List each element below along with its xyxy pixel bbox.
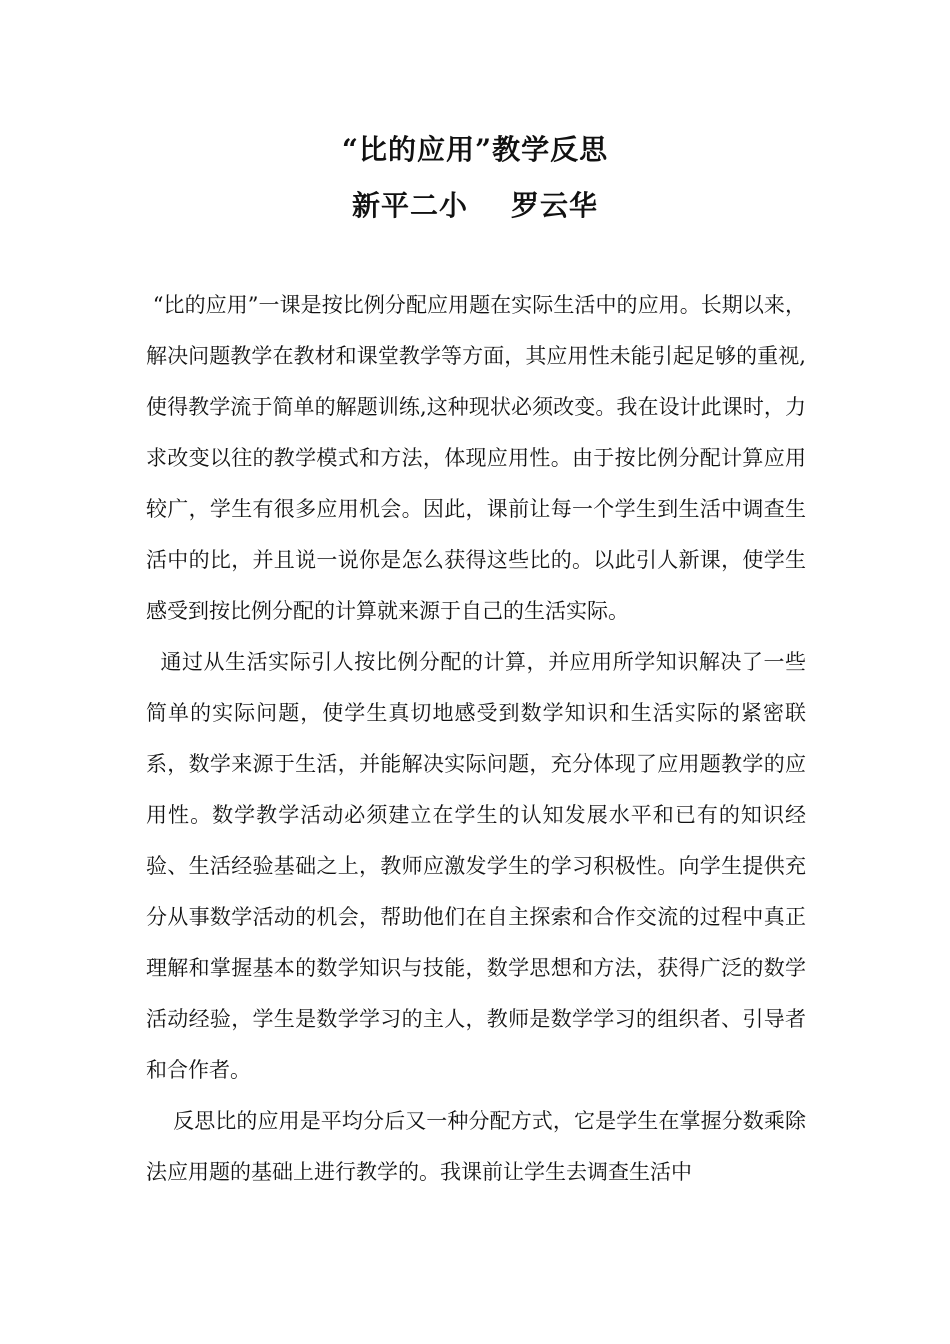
document-title: “比的应用”教学反思	[341, 133, 609, 166]
author-line: 新平二小 罗云华	[352, 189, 598, 222]
paragraph-3: 反思比的应用是平均分后又一种分配方式，它是学生在掌握分数乘除法应用题的基础上进行教学的。我课前让学生去调查生活中	[146, 1109, 807, 1184]
paragraph-1: “比的应用”一课是按比例分配应用题在实际生活中的应用。长期以来，解决问题教学在教材和课堂教学等方面，其应用性未能引起足够的重视,使得教学流于简单的解题训练,这种现状必须改变。我在设计此课时，力求改变以往的教学模式和方法，体现应用性。由于按比例分配计算应用较广，学生有很多应用机会。因此，课前让每一个学生到生活中调查生活中的比，并且说一说你是怎么获得这些比的。以此引人新课，使学生感受到按比例分配的计算就来源于自己的生活实际。	[146, 293, 806, 623]
document-body	[146, 280, 806, 1198]
paragraph-2: 通过从生活实际引人按比例分配的计算，并应用所学知识解决了一些简单的实际问题，使学生真切地感受到数学知识和生活实际的紧密联系，数学来源于生活，并能解决实际问题，充分体现了应用题教学的应用性。数学教学活动必须建立在学生的认知发展水平和已有的知识经验、生活经验基础之上，教师应激发学生的学习积极性。向学生提供充分从事数学活动的机会，帮助他们在自主探索和合作交流的过程中真正理解和掌握基本的数学知识与技能，数学思想和方法，获得广泛的数学活动经验，学生是数学学习的主人，教师是数学学习的组织者、引导者和合作者。	[146, 650, 807, 1082]
